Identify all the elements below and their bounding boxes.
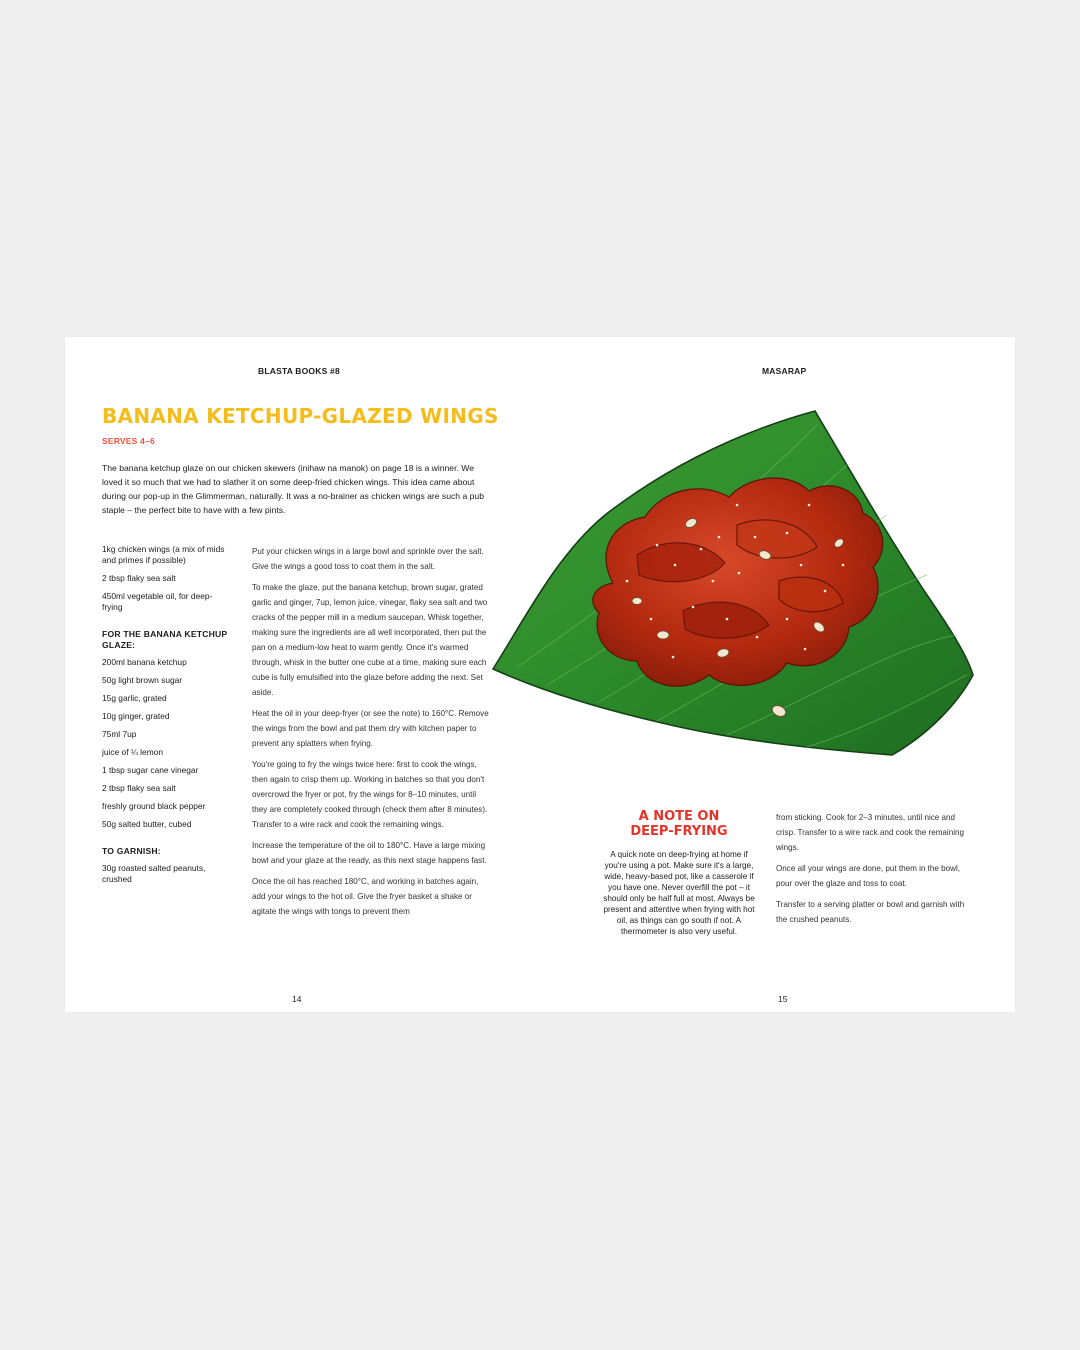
note-title-line: A NOTE ON bbox=[638, 809, 720, 824]
note-body: A quick note on deep-frying at home if you're using a pot. Make sure it's a large, wide, heavy-based pot, like a casserole if you have one. Never overfill the pot – it should only be half full at most. Always be present and attentive when frying with hot oil, as things can go south if not. A thermometer is also very useful. bbox=[603, 850, 755, 936]
ingredient-item: 200ml banana ketchup bbox=[102, 657, 187, 667]
note-title bbox=[603, 809, 755, 839]
ingredient-item: 1kg chicken wings (a mix of mids and primes if possible) bbox=[102, 544, 225, 565]
note-title-line: DEEP-FRYING bbox=[630, 824, 728, 839]
ingredient-item: 15g garlic, grated bbox=[102, 693, 167, 703]
recipe-title: BANANA KETCHUP-GLAZED WINGS bbox=[102, 404, 499, 428]
method-step: Increase the temperature of the oil to 180°C. Have a large mixing bowl and your glaze at the ready, as this next stage happens fast. bbox=[252, 841, 487, 865]
ingredients-garnish bbox=[102, 863, 230, 885]
garnish-heading: TO GARNISH: bbox=[102, 846, 161, 856]
ingredient-item: 50g light brown sugar bbox=[102, 675, 183, 685]
ingredient-item: 30g roasted salted peanuts, crushed bbox=[102, 863, 206, 884]
ingredients-list bbox=[102, 544, 230, 892]
book-spread bbox=[65, 337, 1015, 1012]
recipe-serves: SERVES 4–6 bbox=[102, 436, 155, 446]
method-step: To make the glaze, put the banana ketchup, brown sugar, grated garlic and ginger, 7up, lemon juice, vinegar, flaky sea salt and two cracks of the pepper mill in a medium saucepan. Whisk together, making sure the ingredients are all well incorporated, then put the pan on a medium-low heat to warm gently. Once it's warmed through, whisk in the butter one cube at a time, making sure each cube is fully emulsified into the glaze before adding the next. Set aside. bbox=[252, 583, 488, 697]
page-number-left: 14 bbox=[292, 994, 302, 1004]
method-step: Heat the oil in your deep-fryer (or see the note) to 160°C. Remove the wings from the bowl and pat them dry with kitchen paper to prevent any splatters when frying. bbox=[252, 709, 489, 748]
page-number-right: 15 bbox=[778, 994, 788, 1004]
running-header-right: MASARAP bbox=[762, 366, 807, 376]
recipe-intro: The banana ketchup glaze on our chicken skewers (inihaw na manok) on page 18 is a winner. We loved it so much that we had to slather it on some deep-fried chicken wings. This idea came about during our pop-up in the Glimmerman, naturally. It was a no-brainer as chicken wings are such a pub staple – the perfect bite to have with a few pints. bbox=[102, 463, 484, 515]
wings-illustration bbox=[487, 405, 975, 761]
method-step: You're going to fry the wings twice here: first to cook the wings, then again to crisp them up. Working in batches so that you don't overcrowd the fryer or pot, fry the wings for 8–10 minutes, until they are completely cooked through (check them after 8 minutes). Transfer to a wire rack and cook the remaining wings. bbox=[252, 760, 488, 829]
method-left-column bbox=[252, 544, 492, 925]
method-step: Once all your wings are done, put them in the bowl, pour over the glaze and toss to coat. bbox=[776, 864, 961, 888]
method-step: from sticking. Cook for 2–3 minutes, until nice and crisp. Transfer to a wire rack and cook the remaining wings. bbox=[776, 813, 965, 852]
ingredient-item: 50g salted butter, cubed bbox=[102, 819, 192, 829]
running-header-left: BLASTA BOOKS #8 bbox=[258, 366, 340, 376]
ingredient-item: 1 tbsp sugar cane vinegar bbox=[102, 765, 199, 775]
ingredient-item: 10g ginger, grated bbox=[102, 711, 170, 721]
ingredient-item: juice of ¼ lemon bbox=[102, 747, 163, 757]
ingredient-item: 450ml vegetable oil, for deep-frying bbox=[102, 591, 213, 612]
method-step: Transfer to a serving platter or bowl and garnish with the crushed peanuts. bbox=[776, 900, 965, 924]
method-right-column bbox=[776, 810, 972, 933]
ingredients-main bbox=[102, 544, 230, 613]
glaze-heading: FOR THE BANANA KETCHUP GLAZE: bbox=[102, 629, 228, 650]
ingredient-item: 2 tbsp flaky sea salt bbox=[102, 573, 176, 583]
method-step: Once the oil has reached 180°C, and working in batches again, add your wings to the hot oil. Give the fryer basket a shake or agitate the wings with tongs to prevent them bbox=[252, 877, 479, 916]
ingredient-item: freshly ground black pepper bbox=[102, 801, 206, 811]
method-step: Put your chicken wings in a large bowl and sprinkle over the salt. Give the wings a good toss to coat them in the salt. bbox=[252, 547, 484, 571]
ingredient-item: 75ml 7up bbox=[102, 729, 137, 739]
ingredient-item: 2 tbsp flaky sea salt bbox=[102, 783, 176, 793]
ingredients-glaze bbox=[102, 657, 230, 830]
